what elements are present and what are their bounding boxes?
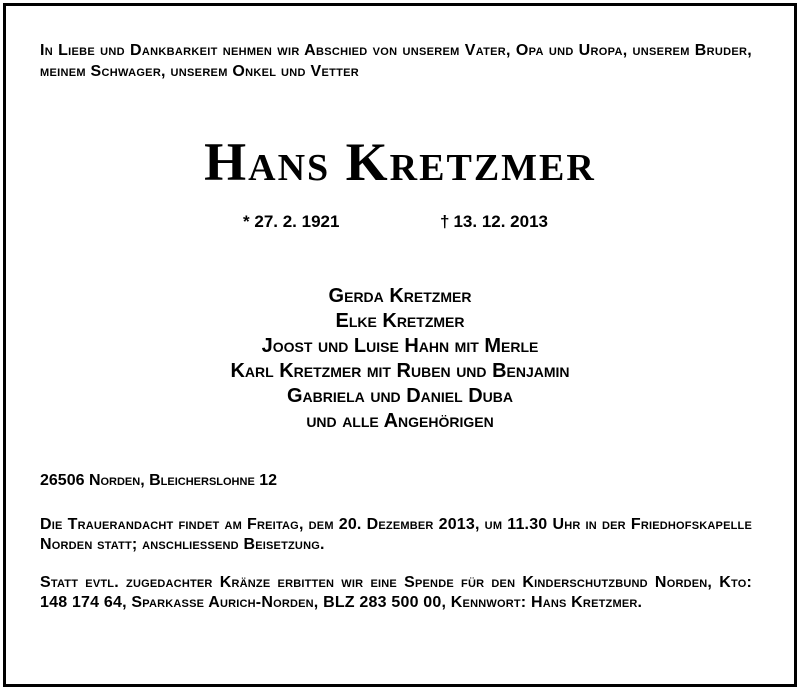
address: 26506 Norden, Bleicherslohne 12 xyxy=(40,472,278,489)
mourners-list xyxy=(0,284,800,434)
birth-star-icon: * xyxy=(243,212,250,231)
donation-request: Statt evtl. zugedachter Kränze erbitten wir eine Spende für den Kinderschutzbund Norden, Kto: 148 174 64, Sparkasse Aurich-Norden, BLZ 283 500 00, Kennwort: Hans Kretzmer. xyxy=(40,574,752,611)
deceased-name: Hans Kretzmer xyxy=(204,132,596,192)
birth-date-value: 27. 2. 1921 xyxy=(254,212,340,231)
mourner-line: Gabriela und Daniel Duba xyxy=(287,385,513,407)
intro-text: In Liebe und Dankbarkeit nehmen wir Abschied von unserem Vater, Opa und Uropa, unserem Bruder, meinem Schwager, unserem Onkel und Vetter xyxy=(40,42,752,80)
cross-icon: † xyxy=(440,212,450,231)
mourner-line: Karl Kretzmer mit Ruben und Benjamin xyxy=(230,360,570,382)
service-announcement: Die Trauerandacht findet am Freitag, dem 20. Dezember 2013, um 11.30 Uhr in der Friedhofskapelle Norden statt; anschliessend Beisetzung. xyxy=(40,516,752,553)
birth-date xyxy=(243,212,339,232)
mourner-line: Joost und Luise Hahn mit Merle xyxy=(261,335,539,357)
death-date xyxy=(440,212,548,232)
mourner-line: Elke Kretzmer xyxy=(335,310,465,332)
mourner-line: und alle Angehörigen xyxy=(306,410,494,432)
death-date-value: 13. 12. 2013 xyxy=(453,212,548,231)
mourner-line: Gerda Kretzmer xyxy=(328,285,472,307)
